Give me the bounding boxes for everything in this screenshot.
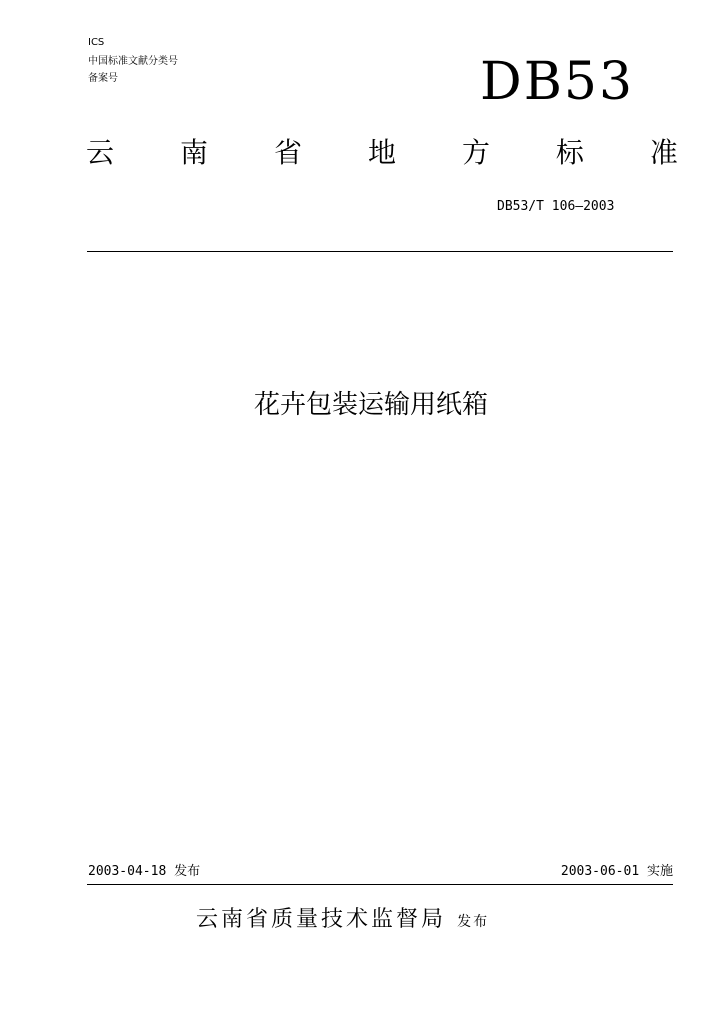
implement-date-line (561, 863, 673, 880)
issue-date-line (88, 863, 200, 880)
bottom-divider (87, 884, 673, 885)
standard-number: DB53/T 106—2003 (497, 199, 615, 214)
standard-type-char: 地 (367, 136, 396, 169)
issuer-action: 发布 (457, 914, 490, 930)
implement-label: 实施 (646, 864, 673, 879)
standard-type-char: 省 (273, 136, 302, 169)
document-title: 花卉包装运输用纸箱 (253, 390, 488, 420)
record-number-label: 备案号 (88, 73, 118, 84)
issue-date: 2003-04-18 (88, 864, 167, 879)
ics-label: ICS (88, 37, 105, 48)
standard-type-char: 南 (179, 136, 208, 169)
standard-type-heading (86, 133, 678, 173)
standard-type-char: 准 (649, 136, 678, 169)
standard-type-char: 方 (461, 136, 490, 169)
issuer-line (196, 905, 489, 937)
db-code: DB53 (480, 52, 635, 112)
issue-label: 发布 (174, 864, 201, 879)
top-divider (87, 251, 673, 252)
standard-type-char: 标 (555, 136, 584, 169)
standard-type-char: 云 (86, 136, 115, 169)
implement-date: 2003-06-01 (560, 864, 640, 879)
ccs-label: 中国标准文献分类号 (88, 56, 178, 67)
issuer-name: 云南省质量技术监督局 (196, 907, 447, 932)
